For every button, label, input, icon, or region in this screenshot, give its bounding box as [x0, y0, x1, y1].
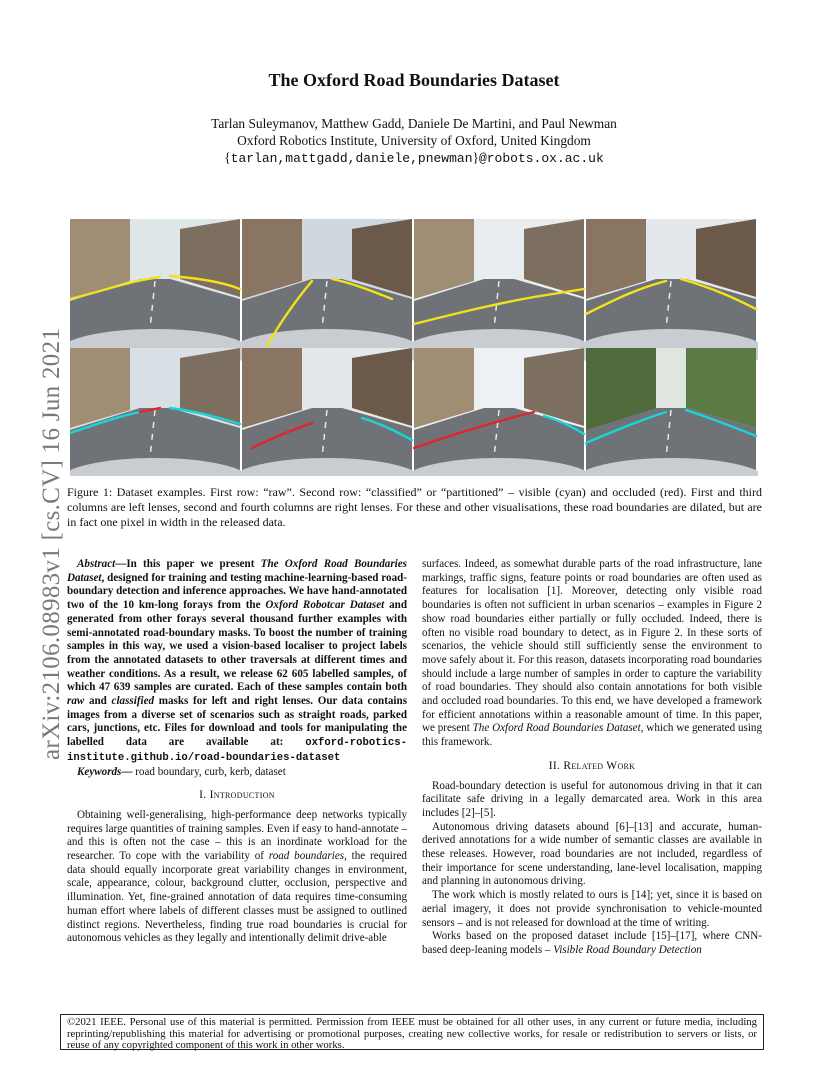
abstract-text-3: and generated from other forays several thousand further examples with semi-annotated road-boundary masks. To boost the number of training samples in this way, we used a vision-based localiser to project labels from the annotated datasets to other traversals at different times and weather conditions. As a result, we release 62 605 labelled samples, of which 47 639 samples are curated. Each of these samples contain both: [67, 599, 407, 694]
affiliation: Oxford Robotics Institute, University of Oxford, United Kingdom: [237, 133, 591, 148]
intro-emph-road-boundaries: road boundaries: [268, 850, 345, 863]
related-paragraph-1: Road-boundary detection is useful for autonomous driving in that it can facilitate safe driving in a legally demarcated area. Work in this area includes [2]–[5].: [422, 779, 762, 819]
intro-text-4: , which we generated using this framework.: [422, 722, 762, 749]
abstract-robotcar-name: Oxford Robotcar Dataset: [265, 599, 385, 612]
thumbnail-classified-1: [70, 348, 250, 476]
left-column: [67, 558, 407, 946]
copyright-notice-box: ©2021 IEEE. Personal use of this material is permitted. Permission from IEEE must be obtained for all other uses, in any current or future media, including reprinting/republishing this material for advertising or promotional purposes, creating new collective works, for resale or redistribution to servers or lists, or reuse of any copyrighted component of this work in other works.: [60, 1014, 764, 1050]
intro-text-2: , the required data should equally incorporate great variability changes in environment, scale, appearance, colour, background clutter, occlusion, perspective and illumination. Yet, fine-grained annotation of data requires time-consuming human effort where labels of different classes must be assigned to outlined distinct regions. Nevertheless, finding true road boundaries is crucial for autonomous vehicles as they legally and intentionally delimit drive-able: [67, 850, 407, 945]
keywords: [67, 766, 407, 780]
thumbnail-classified-2: [232, 348, 422, 476]
author-list: Tarlan Suleymanov, Matthew Gadd, Daniele De Martini, and Paul Newman: [211, 116, 617, 131]
email-domain: @robots.ox.ac.uk: [478, 151, 604, 166]
section-2-title: Related Work: [563, 759, 636, 772]
related-paragraph-3: The work which is mostly related to ours is [14]; yet, since it is based on aerial imagery, it does not provide synchronisation to vehicle-mounted sensors – and is not released for download at the time of writing.: [422, 889, 762, 929]
section-1-title: Introduction: [209, 789, 275, 802]
email-open-brace: {: [224, 150, 231, 165]
section-heading-introduction: [67, 789, 407, 803]
figure-1-image-grid: [70, 219, 758, 476]
related-paragraph-4: [422, 930, 762, 957]
keywords-dash: —: [121, 765, 133, 778]
paper-title: The Oxford Road Boundaries Dataset: [268, 70, 560, 90]
abstract-text-4: masks for left and right lenses. Our data contains images from a diverse set of scenarios such as straight roads, parked cars, junctions, etc. Files for download and tools for manipulating the labelled data are available at:: [67, 695, 408, 749]
intro-text-1: Obtaining well-generalising, high-performance deep networks typically requires large quantities of training samples. Even if easy to hand-annotate – and this is often not the case – this is an inordinate workload for the researcher. To cope with the variability of: [67, 808, 407, 863]
thumbnail-classified-3: [404, 348, 594, 476]
abstract-text-and: and: [84, 695, 112, 708]
email-close-brace: }: [472, 150, 479, 165]
figure-1-caption: Figure 1: Dataset examples. First row: “raw”. Second row: “classified” or “partitioned” – visible (cyan) and occluded (red). First and third columns are left lenses, second and fourth columns are right lenses. For these and other visualisations, these road boundaries are dilated, but are in fact one pixel in width in the released data.: [67, 485, 762, 530]
keywords-text: road boundary, curb, kerb, dataset: [132, 765, 286, 778]
keywords-label: Keywords: [77, 765, 122, 778]
section-1-number: I.: [199, 789, 207, 802]
related-emph-vrbd: Visible Road Boundary Detection: [553, 943, 702, 956]
email-names: tarlan,mattgadd,daniele,pnewman: [230, 151, 473, 166]
abstract-raw-term: raw: [67, 695, 85, 708]
abstract-dash: —: [115, 558, 127, 570]
abstract-classified-term: classified: [111, 695, 155, 708]
intro-paragraph: [67, 809, 407, 946]
abstract-text-2: , designed for training and testing machine-learning-based road-boundary detection and inference approaches. We have hand-annotated two of the 10 km-long forays from the: [67, 571, 407, 612]
section-heading-related-work: [422, 760, 762, 774]
author-emails: [0, 150, 828, 166]
right-column: [422, 558, 762, 958]
dataset-url-link[interactable]: oxford-robotics-institute.github.io/road-boundaries-dataset: [67, 737, 407, 764]
arxiv-side-stamp: arXiv:2106.08983v1 [cs.CV] 16 Jun 2021: [38, 327, 65, 760]
abstract-label: Abstract: [77, 558, 116, 570]
abstract-dataset-name: The Oxford Road Boundaries Dataset: [67, 558, 407, 584]
thumbnail-classified-4: [576, 348, 758, 476]
intro-paragraph-continued: [422, 558, 762, 750]
abstract-text-1: In this paper we present: [126, 558, 261, 570]
related-paragraph-2: Autonomous driving datasets abound [6]–[13] and accurate, human-derived annotations for a wide number of semantic classes are available in these releases. However, road boundaries are not included, regardless of their importance for scene understanding, lane-level localisation, mapping and planning in autonomous driving.: [422, 820, 762, 888]
intro-emph-dataset-name: The Oxford Road Boundaries Dataset: [472, 722, 641, 735]
figure-1-svg: [70, 219, 758, 476]
intro-text-3: surfaces. Indeed, as somewhat durable parts of the road infrastructure, lane markings, traffic signs, feature points or road boundaries are often used as features for localisation [1]. Moreover, detecting only visible road boundaries is often not sufficient in urban scenarios – examples in Figure 2 show road boundaries either partially or fully occluded. Indeed, there is often no visible road boundary to detect, as in Figure 2. In these sorts of scenarios, the vehicle should still sufficiently sense the environment to move safely about it. For this reason, datasets incorporating road boundaries should include a large number of samples in order to capture the variability of road boundaries. They should also contain annotations for both visible and occluded road boundaries. To this end, we have developed a framework for efficient annotations within a reasonable amount of time. In this paper, we present: [422, 558, 762, 735]
section-2-number: II.: [548, 759, 561, 772]
related-text-4: Works based on the proposed dataset include [15]–[17], where CNN-based deep-leaning models –: [422, 930, 762, 956]
abstract: [67, 558, 407, 766]
